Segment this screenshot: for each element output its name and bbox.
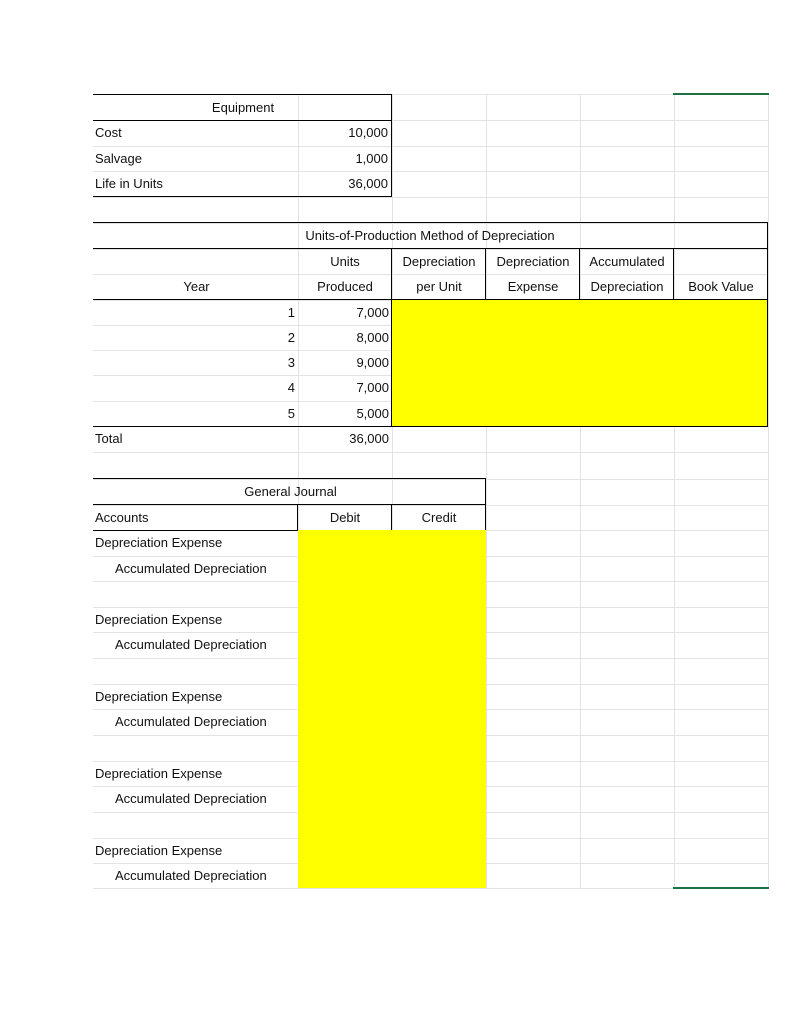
journal-credit-account: Accumulated Depreciation xyxy=(115,714,267,729)
gridline-v xyxy=(674,94,675,889)
journal-answer-area[interactable] xyxy=(298,530,486,888)
units-header-line1: Units xyxy=(330,254,360,269)
cost-value[interactable]: 10,000 xyxy=(348,125,388,140)
journal-credit-account: Accumulated Depreciation xyxy=(115,637,267,652)
total-label: Total xyxy=(95,431,123,446)
year-header: Year xyxy=(183,279,210,294)
cost-label: Cost xyxy=(95,125,122,140)
life-in-units-value[interactable]: 36,000 xyxy=(348,176,388,191)
debit-header: Debit xyxy=(329,510,361,525)
gridline-h xyxy=(93,888,769,889)
salvage-label: Salvage xyxy=(95,151,142,166)
selection-bottom xyxy=(673,887,769,889)
gridline-v xyxy=(486,94,487,889)
units-header-line2: Produced xyxy=(317,279,373,294)
units-year-1[interactable]: 7,000 xyxy=(356,305,389,320)
gridline-v xyxy=(580,94,581,889)
journal-credit-account: Accumulated Depreciation xyxy=(115,868,267,883)
year-4: 4 xyxy=(287,380,295,395)
journal-debit-account: Depreciation Expense xyxy=(95,843,223,858)
total-units[interactable]: 36,000 xyxy=(349,431,389,446)
life-in-units-label: Life in Units xyxy=(95,176,163,191)
year-2: 2 xyxy=(287,330,295,345)
credit-header: Credit xyxy=(421,510,457,525)
journal-debit-account: Depreciation Expense xyxy=(95,612,223,627)
salvage-value[interactable]: 1,000 xyxy=(355,151,388,166)
accounts-header: Accounts xyxy=(95,510,149,525)
year-3: 3 xyxy=(287,355,295,370)
year-5: 5 xyxy=(287,406,295,421)
journal-debit-account: Depreciation Expense xyxy=(95,689,223,704)
equipment-title: Equipment xyxy=(211,100,275,115)
units-year-2[interactable]: 8,000 xyxy=(356,330,389,345)
book-value-header: Book Value xyxy=(688,279,754,294)
gridline-h xyxy=(93,452,769,453)
journal-debit-account: Depreciation Expense xyxy=(95,766,223,781)
expense-header-line2: Expense xyxy=(507,279,559,294)
expense-header-line1: Depreciation xyxy=(496,254,570,269)
cell-border xyxy=(391,94,392,197)
journal-credit-account: Accumulated Depreciation xyxy=(115,791,267,806)
year-1: 1 xyxy=(287,305,295,320)
accum-header-line1: Accumulated xyxy=(589,254,665,269)
gridline-h xyxy=(93,197,769,198)
uop-answer-area[interactable] xyxy=(392,300,767,426)
cell-border xyxy=(767,222,768,427)
dpu-header-line2: per Unit xyxy=(416,279,462,294)
journal-debit-account: Depreciation Expense xyxy=(95,535,223,550)
selection-top xyxy=(673,93,769,95)
accum-header-line2: Depreciation xyxy=(590,279,664,294)
gridline-v xyxy=(768,94,769,889)
journal-credit-account: Accumulated Depreciation xyxy=(115,561,267,576)
units-year-3[interactable]: 9,000 xyxy=(356,355,389,370)
units-year-4[interactable]: 7,000 xyxy=(356,380,389,395)
cell-border xyxy=(93,196,392,197)
uop-title: Units-of-Production Method of Depreciation xyxy=(305,228,555,243)
journal-title: General Journal xyxy=(244,484,337,499)
units-year-5[interactable]: 5,000 xyxy=(356,406,389,421)
dpu-header-line1: Depreciation xyxy=(402,254,476,269)
